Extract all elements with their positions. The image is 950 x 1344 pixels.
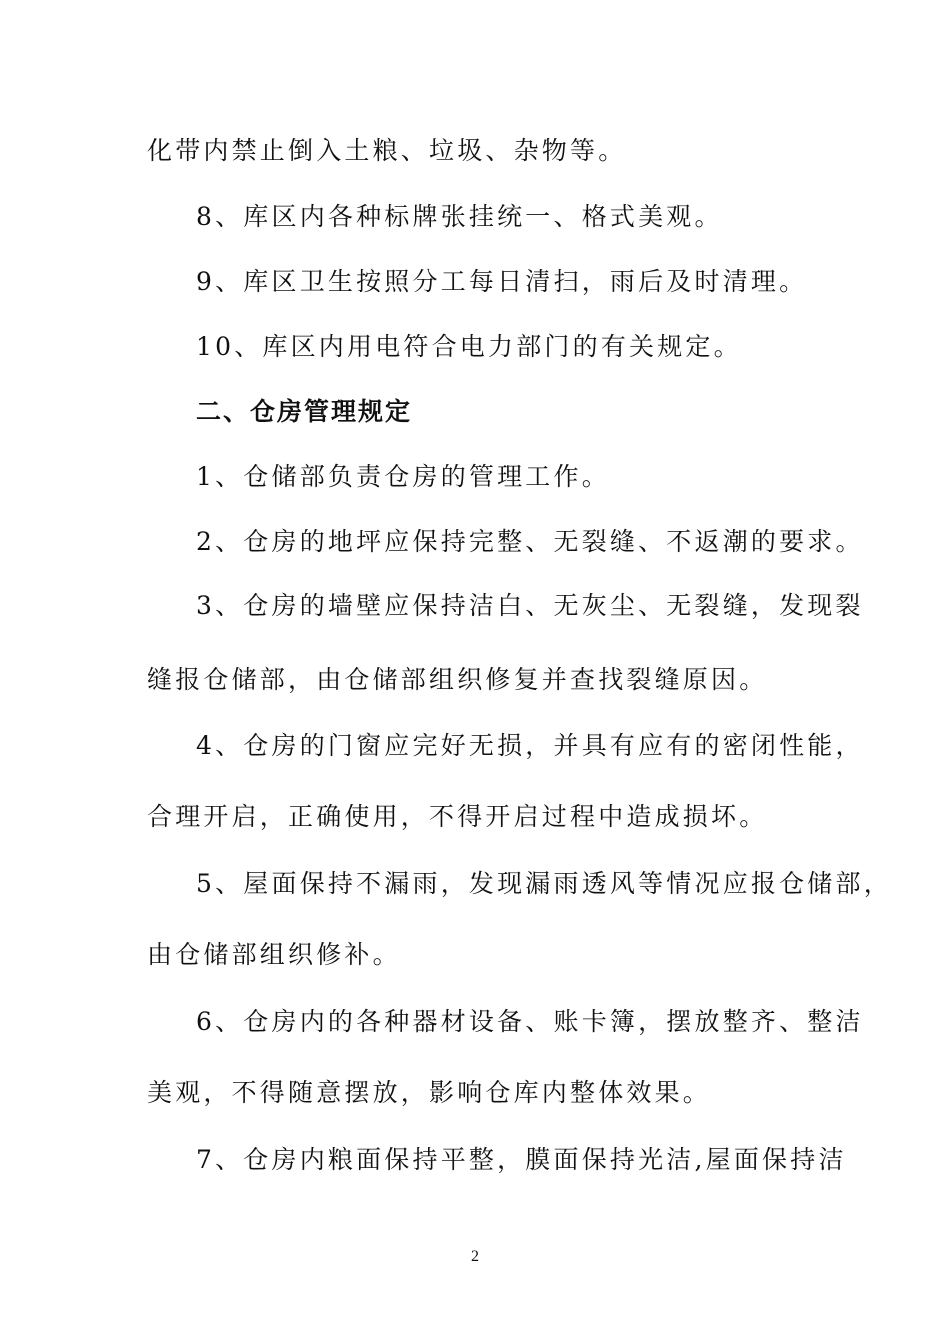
paragraph-line: 2、仓房的地坪应保持完整、无裂缝、不返潮的要求。 bbox=[196, 527, 864, 556]
section-heading: 二、仓房管理规定 bbox=[196, 397, 413, 426]
paragraph-line: 由仓储部组织修补。 bbox=[147, 940, 401, 969]
paragraph-line: 美观，不得随意摆放，影响仓库内整体效果。 bbox=[147, 1078, 712, 1107]
paragraph-line: 9、库区卫生按照分工每日清扫，雨后及时清理。 bbox=[196, 267, 808, 296]
paragraph-line: 合理开启，正确使用，不得开启过程中造成损坏。 bbox=[147, 802, 768, 831]
paragraph-line: 8、库区内各种标牌张挂统一、格式美观。 bbox=[196, 202, 723, 231]
paragraph-line: 化带内禁止倒入土粮、垃圾、杂物等。 bbox=[147, 136, 627, 165]
paragraph-line: 6、仓房内的各种器材设备、账卡簿，摆放整齐、整洁 bbox=[196, 1007, 864, 1036]
paragraph-line: 3、仓房的墙壁应保持洁白、无灰尘、无裂缝，发现裂 bbox=[196, 591, 864, 620]
paragraph-line: 7、仓房内粮面保持平整，膜面保持光洁,屋面保持洁 bbox=[196, 1145, 847, 1174]
paragraph-line: 10、库区内用电符合电力部门的有关规定。 bbox=[196, 332, 742, 361]
page-number: 2 bbox=[471, 1248, 479, 1265]
paragraph-line: 1、仓储部负责仓房的管理工作。 bbox=[196, 462, 610, 491]
paragraph-line: 4、仓房的门窗应完好无损，并具有应有的密闭性能， bbox=[196, 731, 864, 760]
paragraph-line: 5、屋面保持不漏雨，发现漏雨透风等情况应报仓储部， bbox=[196, 869, 892, 898]
paragraph-line: 缝报仓储部，由仓储部组织修复并查找裂缝原因。 bbox=[147, 665, 768, 694]
